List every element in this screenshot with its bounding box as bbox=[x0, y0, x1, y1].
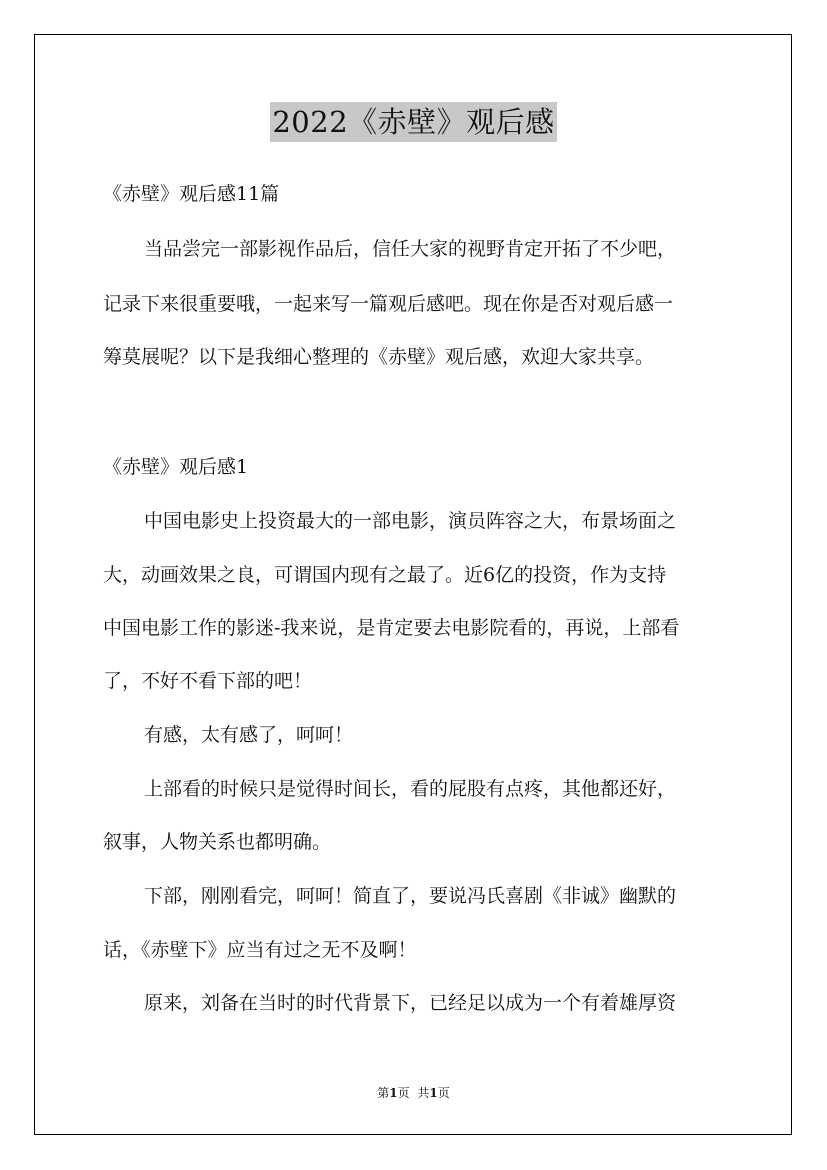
body-line-7: 叙事，人物关系也都明确。 bbox=[103, 831, 332, 853]
intro-line-3: 筹莫展呢？以下是我细心整理的《赤壁》观后感，欢迎大家共享。 bbox=[103, 346, 655, 368]
body-line-10: 原来，刘备在当时的时代背景下，已经足以成为一个有着雄厚资 bbox=[144, 992, 677, 1014]
footer-page-prefix: 第 bbox=[377, 1086, 390, 1100]
document-subtitle: 《赤壁》观后感11篇 bbox=[103, 183, 280, 205]
body-line-2: 大，动画效果之良，可谓国内现有之最了。近6亿的投资，作为支持 bbox=[103, 564, 667, 586]
intro-line-2: 记录下来很重要哦，一起来写一篇观后感吧。现在你是否对观后感一 bbox=[103, 293, 674, 315]
page-footer bbox=[0, 1085, 827, 1101]
intro-line-1: 当品尝完一部影视作品后，信任大家的视野肯定开拓了不少吧， bbox=[144, 238, 677, 260]
body-line-8: 下部，刚刚看完，呵呵！简直了，要说冯氏喜剧《非诚》幽默的 bbox=[144, 885, 677, 907]
document-title: 2022《赤壁》观后感 bbox=[270, 102, 556, 142]
body-line-3: 中国电影工作的影迷-我来说，是肯定要去电影院看的，再说，上部看 bbox=[103, 617, 680, 639]
footer-page-current: 1 bbox=[389, 1086, 398, 1100]
body-line-4: 了，不好不看下部的吧！ bbox=[103, 670, 313, 692]
body-line-5: 有感，太有感了，呵呵！ bbox=[144, 724, 354, 746]
title-container bbox=[0, 102, 827, 142]
body-line-1: 中国电影史上投资最大的一部电影，演员阵容之大，布景场面之 bbox=[144, 510, 677, 532]
footer-total-prefix: 共 bbox=[417, 1086, 430, 1100]
body-line-6: 上部看的时候只是觉得时间长，看的屁股有点疼，其他都还好， bbox=[144, 778, 677, 800]
footer-page-total: 1 bbox=[429, 1086, 438, 1100]
section-heading: 《赤壁》观后感1 bbox=[103, 456, 249, 478]
footer-page-mid: 页 bbox=[397, 1086, 410, 1100]
body-line-9: 话，《赤壁下》应当有过之无不及啊！ bbox=[103, 939, 417, 961]
footer-total-suffix: 页 bbox=[437, 1086, 450, 1100]
